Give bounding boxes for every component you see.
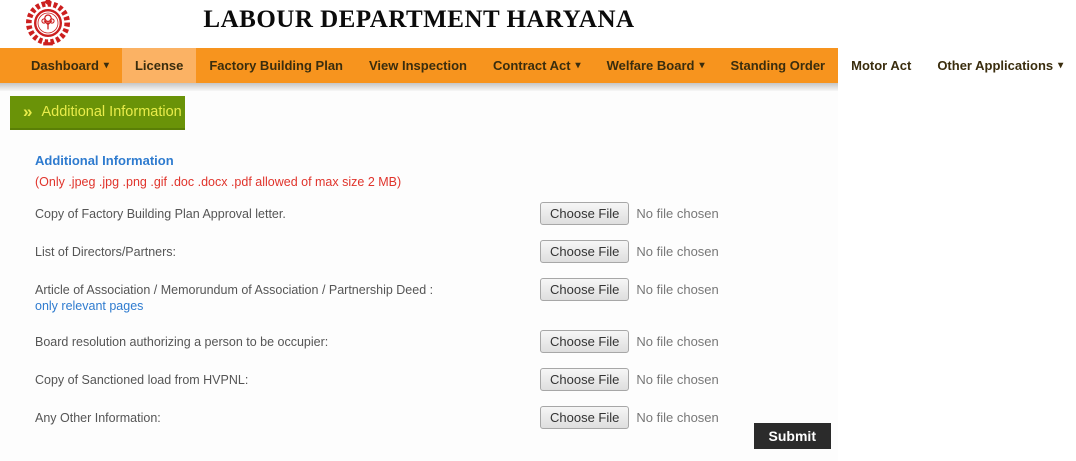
- chevron-down-icon: ▾: [699, 60, 705, 71]
- nav-item-standing-order[interactable]: [718, 48, 839, 83]
- nav-item-label: Dashboard: [31, 58, 99, 73]
- upload-row-label: [35, 368, 540, 388]
- form-heading: Additional Information: [35, 153, 174, 168]
- file-input: [540, 278, 719, 301]
- no-file-chosen-text: No file chosen: [636, 282, 719, 297]
- main-navigation: [0, 48, 1064, 83]
- upload-row-label: [35, 240, 540, 260]
- choose-file-button[interactable]: Choose File: [540, 278, 629, 301]
- choose-file-button[interactable]: Choose File: [540, 330, 629, 353]
- no-file-chosen-text: No file chosen: [636, 206, 719, 221]
- upload-row-label: [35, 202, 540, 222]
- chevron-down-icon: ▾: [575, 60, 581, 71]
- choose-file-button[interactable]: Choose File: [540, 202, 629, 225]
- choose-file-button[interactable]: Choose File: [540, 240, 629, 263]
- upload-row-label-text: Copy of Factory Building Plan Approval letter.: [35, 207, 286, 221]
- file-input: [540, 406, 719, 429]
- chevron-down-icon: ▾: [103, 60, 109, 71]
- upload-row: [35, 278, 838, 315]
- upload-row: [35, 406, 838, 429]
- nav-item-label: Contract Act: [493, 58, 571, 73]
- nav-item-factory-building-plan[interactable]: [196, 48, 356, 83]
- no-file-chosen-text: No file chosen: [636, 409, 719, 425]
- nav-item-contract-act[interactable]: [480, 48, 594, 83]
- nav-item-welfare-board[interactable]: [594, 48, 718, 83]
- submit-button[interactable]: Submit: [754, 423, 831, 449]
- upload-row-label-text: Board resolution authorizing a person to be occupier:: [35, 334, 329, 349]
- nav-item-label: License: [134, 58, 184, 73]
- file-input: [540, 330, 719, 353]
- upload-row: [35, 330, 838, 353]
- form-content: [0, 130, 838, 429]
- upload-row-label-text: Copy of Sanctioned load from HVPNL:: [35, 372, 249, 387]
- upload-row-label-text: List of Directors/Partners:: [35, 245, 177, 259]
- nav-item-motor-act[interactable]: [838, 48, 924, 83]
- additional-information-section-header[interactable]: [10, 96, 185, 130]
- nav-item-label: Standing Order: [730, 58, 826, 73]
- upload-rows: [35, 202, 838, 429]
- haryana-emblem-logo: [24, 0, 72, 49]
- no-file-chosen-text: No file chosen: [636, 244, 719, 259]
- nav-item-label: Welfare Board: [606, 58, 695, 73]
- nav-item-dashboard[interactable]: [18, 48, 122, 83]
- chevron-down-icon: ▾: [1058, 60, 1064, 71]
- upload-row: [35, 240, 838, 263]
- nav-shadow-divider: [0, 83, 838, 91]
- file-input: [540, 202, 719, 225]
- upload-row: [35, 202, 838, 225]
- header: [0, 0, 838, 48]
- nav-item-label: Factory Building Plan: [209, 58, 343, 73]
- upload-row-label: [35, 406, 540, 426]
- no-file-chosen-text: No file chosen: [636, 333, 719, 349]
- section-header-label: Additional Information: [41, 104, 182, 120]
- nav-item-view-inspection[interactable]: [356, 48, 480, 83]
- upload-row-label-text: Article of Association / Memorundum of Association / Partnership Deed :: [35, 283, 434, 297]
- upload-row: [35, 368, 838, 391]
- upload-row-label: [35, 278, 540, 315]
- nav-item-label: Other Applications: [937, 58, 1054, 73]
- upload-row-label-text: Any Other Information:: [35, 410, 161, 425]
- nav-item-other-applications[interactable]: [924, 48, 1076, 83]
- nav-item-license[interactable]: [122, 48, 196, 83]
- page-title: LABOUR DEPARTMENT HARYANA: [203, 6, 635, 33]
- nav-item-label: View Inspection: [368, 58, 467, 73]
- double-chevron-right-icon: »: [23, 102, 33, 121]
- choose-file-button[interactable]: Choose File: [540, 368, 629, 391]
- allowed-file-types-note: (Only .jpeg .jpg .png .gif .doc .docx .pdf allowed of max size 2 MB): [35, 175, 402, 189]
- nav-item-label: Motor Act: [851, 58, 912, 73]
- upload-row-sublabel: only relevant pages: [35, 299, 144, 314]
- choose-file-button[interactable]: Choose File: [540, 406, 629, 429]
- no-file-chosen-text: No file chosen: [636, 371, 719, 387]
- file-input: [540, 368, 719, 391]
- upload-row-label: [35, 330, 540, 350]
- file-input: [540, 240, 719, 263]
